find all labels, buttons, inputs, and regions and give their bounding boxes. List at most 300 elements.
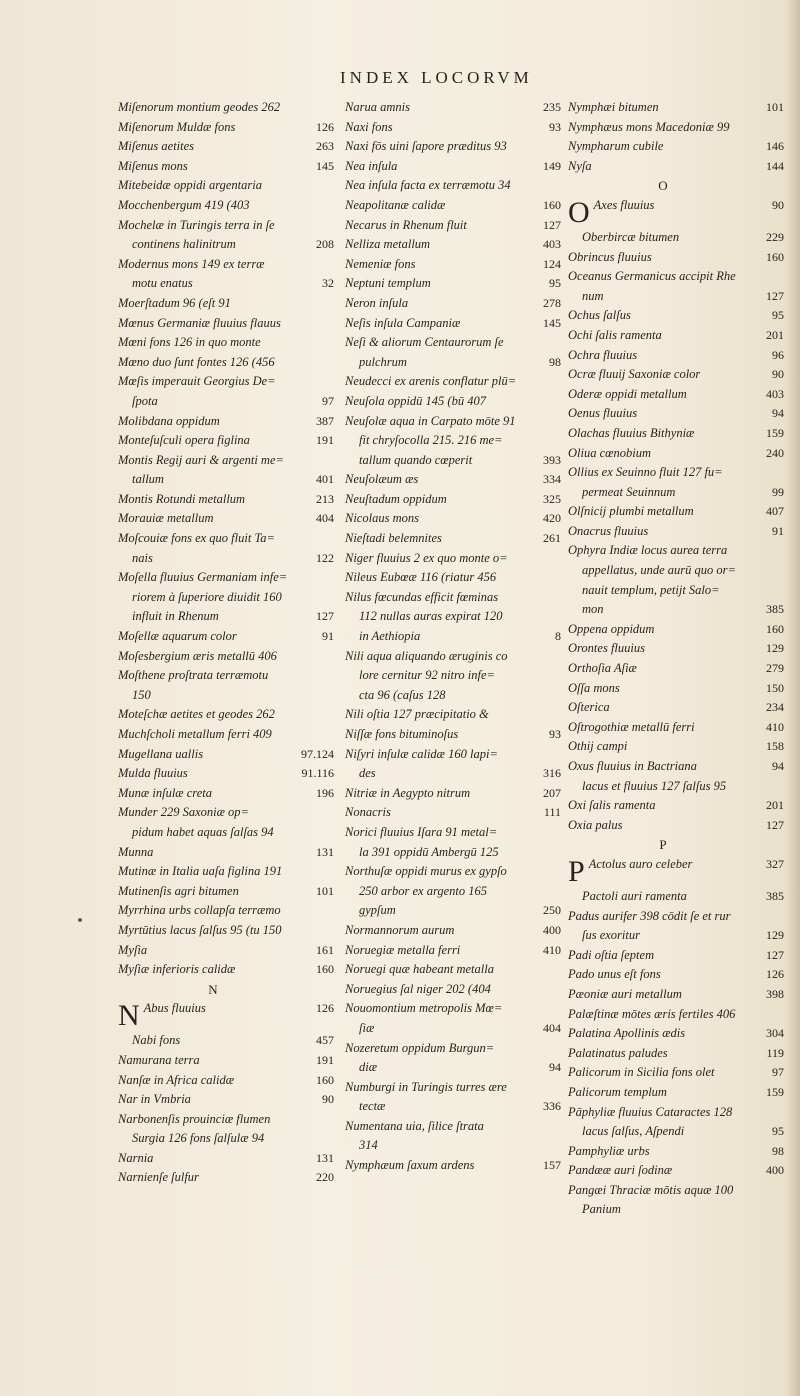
- index-entry: [345, 921, 565, 941]
- page-number: 393: [543, 452, 561, 467]
- index-entry: [345, 607, 565, 627]
- page-number: 336: [543, 1099, 561, 1114]
- page-number: 126: [316, 1001, 334, 1016]
- index-entry: [118, 686, 338, 706]
- index-entry: [345, 294, 565, 314]
- entry-text: Oderæ oppidi metallum: [568, 386, 687, 401]
- entry-text: Nymphæum ſaxum ardens: [345, 1158, 475, 1173]
- entry-text: Neudecci ex arenis conflatur plū=: [345, 374, 517, 389]
- index-entry: [568, 228, 788, 248]
- index-entry: [345, 196, 565, 216]
- index-entry: [118, 921, 338, 941]
- section-letter: N: [208, 981, 218, 997]
- running-head: INDEX LOCORVM: [340, 68, 533, 87]
- page-number: 401: [316, 472, 334, 487]
- index-entry: [345, 960, 565, 980]
- index-entry: [345, 745, 565, 765]
- index-entry: [345, 1078, 565, 1098]
- index-entry: [118, 509, 338, 529]
- index-entry: [118, 490, 338, 510]
- index-entry: [568, 887, 788, 907]
- page-number: 404: [316, 511, 334, 526]
- entry-text: 250 arbor ex argento 165: [359, 883, 487, 898]
- index-entry: [568, 137, 788, 157]
- index-entry: [118, 176, 338, 196]
- entry-text: Surgia 126 fons ſalſulæ 94: [132, 1131, 265, 1146]
- index-entry: [345, 529, 565, 549]
- index-entry: [118, 1071, 338, 1091]
- index-entry: [345, 666, 565, 686]
- page-number: 97: [772, 1065, 784, 1080]
- index-entry: [118, 862, 338, 882]
- page-number: 160: [766, 249, 784, 264]
- index-entry: [118, 725, 338, 745]
- entry-text: Padus aurifer 398 cōdit ſe et rur: [568, 908, 731, 923]
- index-entry: [118, 549, 338, 569]
- entry-text: tectæ: [359, 1099, 386, 1114]
- entry-text: Ophyra Indiæ locus aurea terra: [568, 543, 728, 558]
- page-number: 131: [316, 1150, 334, 1165]
- index-entry: [118, 1031, 338, 1051]
- entry-text: permeat Seuinnum: [582, 484, 676, 499]
- index-entry: [568, 1161, 788, 1181]
- entry-text: Oceanus Germanicus accipit Rhe: [568, 269, 736, 284]
- entry-text: Pactoli auri ramenta: [582, 888, 687, 903]
- entry-text: lacus et fluuius 127 ſalſus 95: [582, 778, 727, 793]
- index-entry: [345, 1039, 565, 1059]
- index-entry: [118, 333, 338, 353]
- page-number: 398: [766, 986, 784, 1001]
- index-entry: [345, 98, 565, 118]
- index-entry: [568, 157, 788, 177]
- index-entry: [568, 463, 788, 483]
- index-entry: [118, 314, 338, 334]
- index-entry: [568, 346, 788, 366]
- entry-text: Oxi ſalis ramenta: [568, 798, 656, 813]
- page-number: 403: [766, 386, 784, 401]
- index-entry: [568, 926, 788, 946]
- entry-text: Mœſis imperauit Georgius De=: [118, 374, 276, 389]
- entry-text: Miſenus aetites: [118, 139, 195, 154]
- index-entry: [345, 216, 565, 236]
- index-entry: [345, 647, 565, 667]
- page-number: 207: [543, 785, 561, 800]
- entry-text: Molibdana oppidum: [118, 413, 220, 428]
- index-entry: [568, 444, 788, 464]
- entry-text: Abus fluuius: [143, 1001, 206, 1016]
- index-entry: [568, 737, 788, 757]
- entry-text: diæ: [359, 1060, 378, 1075]
- index-entry: [568, 777, 788, 797]
- page-number: 208: [316, 237, 334, 252]
- index-entry: [568, 1044, 788, 1064]
- entry-text: Nilus fœcundas efficit fœminas: [345, 589, 499, 604]
- entry-text: Palicorum in Sicilia fons olet: [568, 1065, 715, 1080]
- index-entry: [568, 248, 788, 268]
- page-number: 145: [543, 315, 561, 330]
- index-entry: [345, 333, 565, 353]
- page-number: 127: [766, 947, 784, 962]
- index-entry: [345, 137, 565, 157]
- page-number: 191: [316, 433, 334, 448]
- page-number: 158: [766, 739, 784, 754]
- index-entry: [568, 541, 788, 561]
- page-number: 160: [543, 197, 561, 212]
- entry-text: Miſenus mons: [118, 158, 188, 173]
- entry-text: motu enatus: [132, 276, 193, 291]
- entry-text: Olſnicij plumbi metallum: [568, 504, 694, 519]
- entry-text: Orthoſia Aſiæ: [568, 661, 637, 676]
- page-number: 278: [543, 295, 561, 310]
- page-number: 220: [316, 1170, 334, 1185]
- entry-text: Neuſtadum oppidum: [345, 491, 447, 506]
- entry-text: fit chryſocolla 215. 216 me=: [359, 433, 503, 448]
- index-entry: [118, 1110, 338, 1130]
- entry-text: Neron inſula: [345, 295, 409, 310]
- index-entry: [568, 196, 788, 228]
- page-number: 161: [316, 942, 334, 957]
- entry-text: Nitriæ in Aegypto nitrum: [345, 785, 471, 800]
- entry-text: Muchſcholi metallum ferri 409: [118, 727, 272, 741]
- index-entry: [568, 502, 788, 522]
- drop-capital: O: [568, 195, 590, 228]
- index-entry: [568, 1142, 788, 1162]
- entry-text: Panium: [582, 1202, 621, 1217]
- index-entry: [568, 796, 788, 816]
- entry-text: Necarus in Rhenum fluit: [345, 217, 467, 232]
- entry-text: Nonacris: [345, 805, 391, 820]
- page-number: 91.116: [301, 766, 334, 781]
- page-number: 385: [766, 602, 784, 617]
- index-entry: [568, 365, 788, 385]
- entry-text: Moſcouiæ fons ex quo fluit Ta=: [118, 531, 275, 546]
- entry-text: cta 96 (caſus 128: [359, 687, 446, 702]
- page-number: 240: [766, 445, 784, 460]
- entry-text: Moſellæ aquarum color: [118, 629, 237, 644]
- entry-text: Nozeretum oppidum Burgun=: [345, 1040, 495, 1055]
- index-entry: [568, 600, 788, 620]
- index-entry: [345, 412, 565, 432]
- page-number: 149: [543, 158, 561, 173]
- page-number: 124: [543, 256, 561, 271]
- entry-text: Munæ inſulæ creta: [118, 785, 212, 800]
- page-number: 99: [772, 484, 784, 499]
- index-entry: [345, 235, 565, 255]
- page-number: 316: [543, 766, 561, 781]
- page-number: 387: [316, 413, 334, 428]
- index-entry: [568, 757, 788, 777]
- page-number: 327: [766, 856, 784, 871]
- page-number: 250: [543, 903, 561, 918]
- entry-text: Nar in Vmbria: [118, 1092, 191, 1107]
- index-entry: [568, 620, 788, 640]
- page-number: 90: [772, 367, 784, 382]
- index-entry: [118, 647, 338, 667]
- entry-text: la 391 oppidū Ambergū 125: [359, 844, 499, 859]
- entry-text: Palæſtinæ mōtes æris fertiles 406: [568, 1006, 736, 1021]
- entry-text: Norici fluuius Iſara 91 metal=: [345, 824, 498, 839]
- entry-text: Myſia: [118, 942, 148, 957]
- index-entry: [118, 784, 338, 804]
- entry-text: Noruegi quæ habeant metalla: [345, 962, 494, 977]
- entry-text: Nileus Eubœæ 116 (riatur 456: [345, 570, 497, 585]
- page-number: 97.124: [301, 746, 334, 761]
- page-number: 160: [316, 962, 334, 977]
- index-entry: [118, 823, 338, 843]
- entry-text: Noruegius ſal niger 202 (404: [345, 981, 491, 996]
- page-number: 304: [766, 1026, 784, 1041]
- index-entry: [345, 862, 565, 882]
- entry-text: Padi oſtia ſeptem: [568, 947, 655, 962]
- entry-text: tallum quando cœperit: [359, 452, 473, 467]
- index-entry: [345, 941, 565, 961]
- entry-text: Montis Regij auri & argenti me=: [118, 452, 284, 467]
- entry-text: Namurana terra: [118, 1052, 200, 1067]
- page-number: 213: [316, 491, 334, 506]
- index-entry: [568, 1181, 788, 1201]
- page-number: 98: [772, 1143, 784, 1158]
- entry-text: Nemeniæ fons: [345, 256, 416, 271]
- index-entry: [568, 522, 788, 542]
- index-entry: [568, 1122, 788, 1142]
- index-entry: [345, 627, 565, 647]
- page-number: 420: [543, 511, 561, 526]
- index-entry: [118, 196, 338, 216]
- page-number: 145: [316, 158, 334, 173]
- page-number: 146: [766, 139, 784, 154]
- entry-text: 150: [132, 687, 151, 702]
- page-number: 334: [543, 472, 561, 487]
- index-entry: [118, 882, 338, 902]
- index-entry: [568, 483, 788, 503]
- page-number: 157: [543, 1158, 561, 1173]
- index-entry: [345, 705, 565, 725]
- index-entry: [568, 267, 788, 287]
- entry-text: Oxia palus: [568, 817, 623, 832]
- entry-text: Mitebeidæ oppidi argentaria: [118, 178, 262, 193]
- entry-text: Munder 229 Saxoniæ op=: [118, 805, 249, 820]
- entry-text: 314: [359, 1138, 378, 1153]
- entry-text: Munna: [118, 844, 154, 859]
- index-entry: [568, 816, 788, 836]
- entry-text: Neuſola oppidū 145 (bū 407: [345, 393, 486, 408]
- entry-text: Pamphyliæ urbs: [568, 1143, 650, 1158]
- page-number: 95: [549, 276, 561, 291]
- page-number: 410: [543, 942, 561, 957]
- entry-text: Narbonenſis prouinciæ flumen: [118, 1111, 271, 1126]
- index-entry: [345, 549, 565, 569]
- entry-text: Nieſtadi belemnites: [345, 531, 442, 546]
- entry-text: Narua amnis: [345, 100, 410, 114]
- entry-text: Ochra fluuius: [568, 347, 638, 362]
- index-entry: [568, 1083, 788, 1103]
- index-entry: [118, 960, 338, 980]
- index-entry: [345, 490, 565, 510]
- entry-text: Miſenorum montium geodes 262: [118, 100, 281, 114]
- entry-text: Oppena oppidum: [568, 621, 655, 636]
- index-entry: [568, 561, 788, 581]
- index-entry: [118, 412, 338, 432]
- page-number: 122: [316, 550, 334, 565]
- index-entry: [118, 274, 338, 294]
- entry-text: Neſis inſula Campaniæ: [345, 315, 461, 330]
- entry-text: Montis Rotundi metallum: [118, 491, 246, 506]
- entry-text: Moerſtadum 96 (eſt 91: [118, 295, 231, 310]
- entry-text: Neptuni templum: [345, 276, 431, 291]
- entry-text: Moſthene proſtrata terræmotu: [118, 668, 269, 683]
- index-entry: [568, 985, 788, 1005]
- index-entry: [118, 118, 338, 138]
- entry-text: Myrrhina urbs collapſa terræmo: [118, 903, 281, 918]
- entry-text: Oſſa mons: [568, 680, 620, 695]
- index-entry: [118, 1168, 338, 1188]
- entry-text: Modernus mons 149 ex terræ: [118, 256, 265, 271]
- page-number: 97: [322, 393, 334, 408]
- entry-text: Oberbircæ bitumen: [582, 229, 680, 244]
- index-entry: [118, 294, 338, 314]
- entry-text: pulchrum: [359, 354, 407, 369]
- index-entry: [345, 823, 565, 843]
- page-number: 93: [549, 119, 561, 134]
- index-entry: [118, 941, 338, 961]
- page-number: 91: [772, 523, 784, 538]
- entry-text: Mœno duo ſunt fontes 126 (456: [118, 354, 275, 369]
- entry-text: pidum habet aquas ſalſas 94: [132, 824, 274, 839]
- page-number: 144: [766, 158, 784, 173]
- page-number: 235: [543, 100, 561, 114]
- index-entry: [345, 686, 565, 706]
- index-entry: [568, 98, 788, 118]
- index-entry: [568, 404, 788, 424]
- index-entry: [345, 118, 565, 138]
- index-entry: [118, 568, 338, 588]
- entry-text: gypſum: [359, 903, 396, 918]
- index-column-2: [345, 98, 565, 1176]
- index-entry: [568, 1063, 788, 1083]
- entry-text: Moteſchæ aetites et geodes 262: [118, 707, 275, 722]
- entry-text: des: [359, 766, 376, 781]
- page-number: 111: [543, 805, 561, 820]
- page-number: 98: [549, 354, 561, 369]
- index-entry: [118, 1129, 338, 1149]
- page-number: 127: [766, 288, 784, 303]
- page-number: 160: [316, 1072, 334, 1087]
- index-entry: [118, 255, 338, 275]
- page-number: 159: [766, 425, 784, 440]
- entry-text: Neapolitanæ calidæ: [345, 197, 446, 212]
- entry-text: Neſi & aliorum Centaurorum ſe: [345, 335, 504, 350]
- entry-text: num: [582, 288, 604, 303]
- entry-text: Axes fluuius: [593, 197, 655, 212]
- entry-text: Mochelæ in Turingis terra in ſe: [118, 217, 275, 232]
- entry-text: Nabi fons: [132, 1033, 181, 1048]
- entry-text: Oſterica: [568, 700, 610, 715]
- index-entry: [345, 392, 565, 412]
- entry-text: Numentana uia, ſilice ſtrata: [345, 1118, 484, 1133]
- entry-text: ſiæ: [359, 1020, 375, 1035]
- index-entry: [568, 1103, 788, 1123]
- index-entry: [118, 999, 338, 1031]
- page-number: 160: [766, 621, 784, 636]
- index-entry: [345, 314, 565, 334]
- entry-text: lore cernitur 92 nitro infe=: [359, 668, 495, 683]
- entry-text: Mutinenſis agri bitumen: [118, 883, 239, 898]
- entry-text: Nelliza metallum: [345, 237, 431, 252]
- index-entry: [568, 287, 788, 307]
- page-number: 201: [766, 798, 784, 813]
- entry-text: Ocræ fluuij Saxoniæ color: [568, 367, 701, 382]
- index-entry: [568, 118, 788, 138]
- index-entry: [568, 718, 788, 738]
- page-number: 94: [772, 406, 784, 421]
- index-entry: [345, 255, 565, 275]
- page-number: 95: [772, 1124, 784, 1139]
- entry-text: Nouomontium metropolis Mœ=: [345, 1001, 503, 1016]
- entry-text: tallum: [132, 472, 164, 487]
- index-entry: [568, 679, 788, 699]
- page-number: 127: [316, 609, 334, 624]
- index-entry: [118, 137, 338, 157]
- index-entry: [568, 946, 788, 966]
- index-entry: [345, 372, 565, 392]
- index-entry: [345, 1058, 565, 1078]
- index-column-1: [118, 98, 338, 1188]
- entry-text: Myſiæ inferioris calidæ: [118, 962, 236, 977]
- index-entry: [345, 1136, 565, 1156]
- index-entry: [345, 764, 565, 784]
- entry-text: Niger fluuius 2 ex quo monte o=: [345, 550, 508, 565]
- entry-text: Narnienſe ſulfur: [118, 1170, 199, 1185]
- entry-text: Palatina Apollinis ædis: [568, 1026, 686, 1041]
- index-entry: [118, 607, 338, 627]
- page-number: 129: [766, 928, 784, 943]
- page-number: 261: [543, 531, 561, 546]
- index-entry: [345, 274, 565, 294]
- entry-text: Nili oſtia 127 præcipitatio &: [345, 707, 489, 722]
- entry-text: Oliua cœnobium: [568, 445, 651, 460]
- page-number: 90: [772, 197, 784, 212]
- page-number: 400: [766, 1163, 784, 1178]
- page-number: 127: [543, 217, 561, 232]
- page-number: 403: [543, 237, 561, 252]
- page-number: 279: [766, 661, 784, 676]
- index-entry: [568, 581, 788, 601]
- entry-text: appellatus, unde aurū quo or=: [582, 563, 736, 578]
- drop-capital: N: [118, 999, 140, 1032]
- entry-text: Monteſuſculi opera figlina: [118, 433, 250, 448]
- index-entry: [345, 1117, 565, 1137]
- index-entry: [345, 1156, 565, 1176]
- entry-text: Olachas fluuius Bithyniæ: [568, 425, 695, 440]
- index-entry: [118, 1149, 338, 1169]
- index-entry: [118, 803, 338, 823]
- entry-text: Mœni fons 126 in quo monte: [118, 335, 261, 350]
- page-number: 90: [322, 1092, 334, 1107]
- entry-text: Palicorum templum: [568, 1084, 667, 1099]
- entry-text: influit in Rhenum: [132, 609, 219, 624]
- page-number: 325: [543, 491, 561, 506]
- index-entry: [345, 157, 565, 177]
- index-entry: [118, 764, 338, 784]
- entry-text: Nea inſula facta ex terræmotu 34: [345, 178, 511, 193]
- page-number: 126: [766, 967, 784, 982]
- page-number: 94: [549, 1060, 561, 1075]
- entry-text: Pāphyliæ fluuius Cataractes 128: [568, 1104, 733, 1119]
- drop-capital: P: [568, 854, 585, 887]
- index-entry: [118, 372, 338, 392]
- page-number: 101: [316, 883, 334, 898]
- page-number: 234: [766, 700, 784, 715]
